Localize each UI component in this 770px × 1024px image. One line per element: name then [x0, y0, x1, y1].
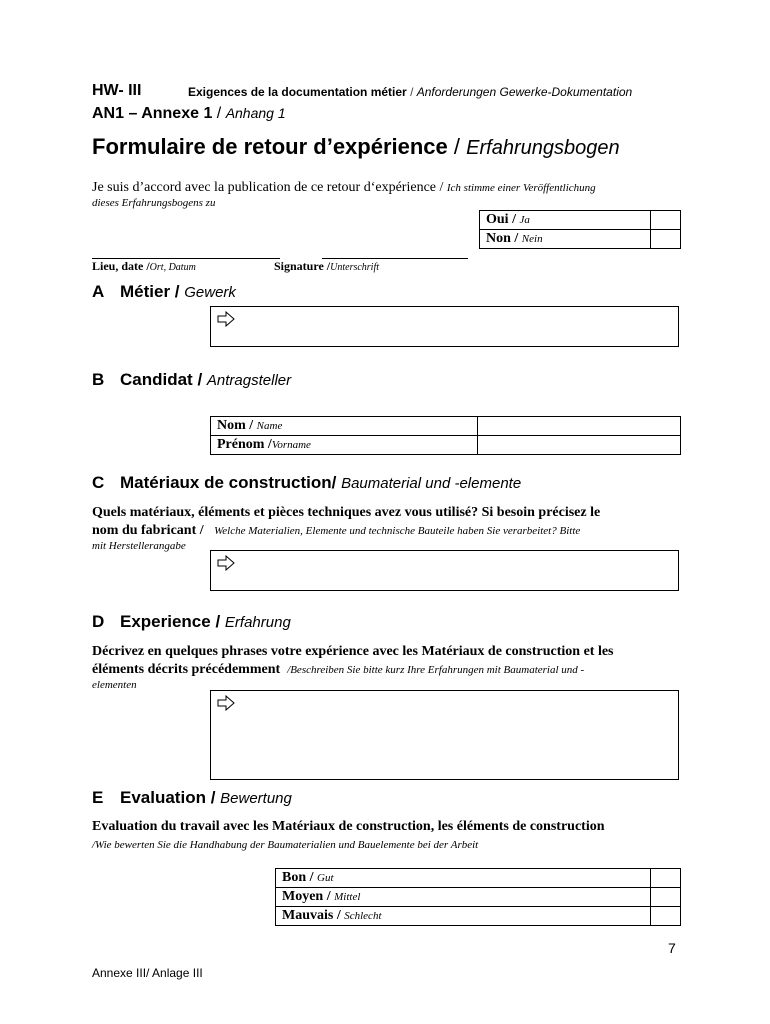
applicant-table — [210, 416, 681, 455]
section-e-heading: E Evaluation / Bewertung — [92, 788, 292, 807]
rating-row-good — [276, 869, 681, 888]
rating-table — [275, 868, 681, 926]
page-number: 7 — [668, 940, 676, 956]
arrow-right-icon — [217, 555, 235, 571]
signature-label: Signature /Unterschrift — [274, 259, 380, 273]
yes-checkbox[interactable] — [651, 211, 681, 230]
annex-de: Anhang 1 — [225, 105, 286, 121]
section-c-question: Quels matériaux, éléments et pièces techniques avez vous utilisé? Si besoin précisez le nom du fabricant / Welche Materialien, Elemente und technische Bauteile haben Sie verarbeitet? Bitte mit Herstellerangabe — [92, 505, 601, 552]
firstname-row — [211, 436, 681, 455]
rating-good-checkbox[interactable] — [651, 869, 681, 888]
consent-fr: Je suis d’accord avec la publication de ce retour d‘expérience / — [92, 180, 444, 195]
footer-text: Annexe III/ Anlage III — [92, 966, 203, 980]
header-title-de: Anforderungen Gewerke-Dokumentation — [416, 85, 633, 99]
rating-label: Mauvais / Schlecht — [276, 907, 651, 926]
rating-row-medium — [276, 888, 681, 907]
option-label: Non / Nein — [480, 230, 651, 249]
section-e-question: Evaluation du travail avec les Matériaux de construction, les éléments de construction /Wie bewerten Sie die Handhabung der Baumaterialien und Bauelemente bei der Arbeit — [92, 819, 605, 851]
section-a-heading: A Métier / Gewerk — [92, 282, 236, 301]
doc-header-title: Exigences de la documentation métier / Anforderungen Gewerke-Dokumentation — [188, 85, 633, 99]
consent-de-b: dieses Erfahrungsbogens zu — [92, 197, 216, 209]
rating-row-bad — [276, 907, 681, 926]
form-title-de: Erfahrungsbogen — [466, 137, 620, 159]
rating-label: Bon / Gut — [276, 869, 651, 888]
section-b-heading: B Candidat / Antragsteller — [92, 370, 292, 389]
section-d-question: Décrivez en quelques phrases votre expérience avec les Matériaux de construction et les éléments décrits précédemment /Beschreiben Sie bitte kurz Ihre Erfahrungen mit Baumaterial und - elementen — [92, 644, 614, 691]
consent-option-yes — [480, 211, 681, 230]
option-label: Oui / Ja — [480, 211, 651, 230]
consent-text — [92, 180, 596, 196]
consent-option-no — [480, 230, 681, 249]
no-checkbox[interactable] — [651, 230, 681, 249]
trade-input[interactable] — [210, 306, 679, 347]
annex-fr: AN1 – Annexe 1 — [92, 105, 213, 122]
section-c-heading: C Matériaux de construction/ Baumaterial und -elemente — [92, 473, 522, 492]
arrow-right-icon — [217, 695, 235, 711]
firstname-input[interactable] — [478, 436, 681, 455]
rating-medium-checkbox[interactable] — [651, 888, 681, 907]
experience-input[interactable] — [210, 690, 679, 780]
doc-code: HW- III — [92, 82, 142, 99]
name-label: Nom / Name — [211, 417, 478, 436]
rating-label: Moyen / Mittel — [276, 888, 651, 907]
consent-de-a: Ich stimme einer Veröffentlichung — [446, 182, 596, 194]
header-title-fr: Exigences de la documentation métier — [188, 85, 407, 99]
section-d-heading: D Experience / Erfahrung — [92, 612, 291, 631]
form-title: Formulaire de retour d’expérience / Erfahrungsbogen — [92, 134, 620, 159]
form-title-fr: Formulaire de retour d’expérience — [92, 134, 448, 159]
arrow-right-icon — [217, 311, 235, 327]
consent-table — [479, 210, 681, 249]
rating-bad-checkbox[interactable] — [651, 907, 681, 926]
name-input[interactable] — [478, 417, 681, 436]
firstname-label: Prénom /Vorname — [211, 436, 478, 455]
name-row — [211, 417, 681, 436]
materials-input[interactable] — [210, 550, 679, 591]
annex-label: AN1 – Annexe 1 / Anhang 1 — [92, 105, 286, 122]
place-date-label: Lieu, date /Ort, Datum — [92, 259, 196, 273]
